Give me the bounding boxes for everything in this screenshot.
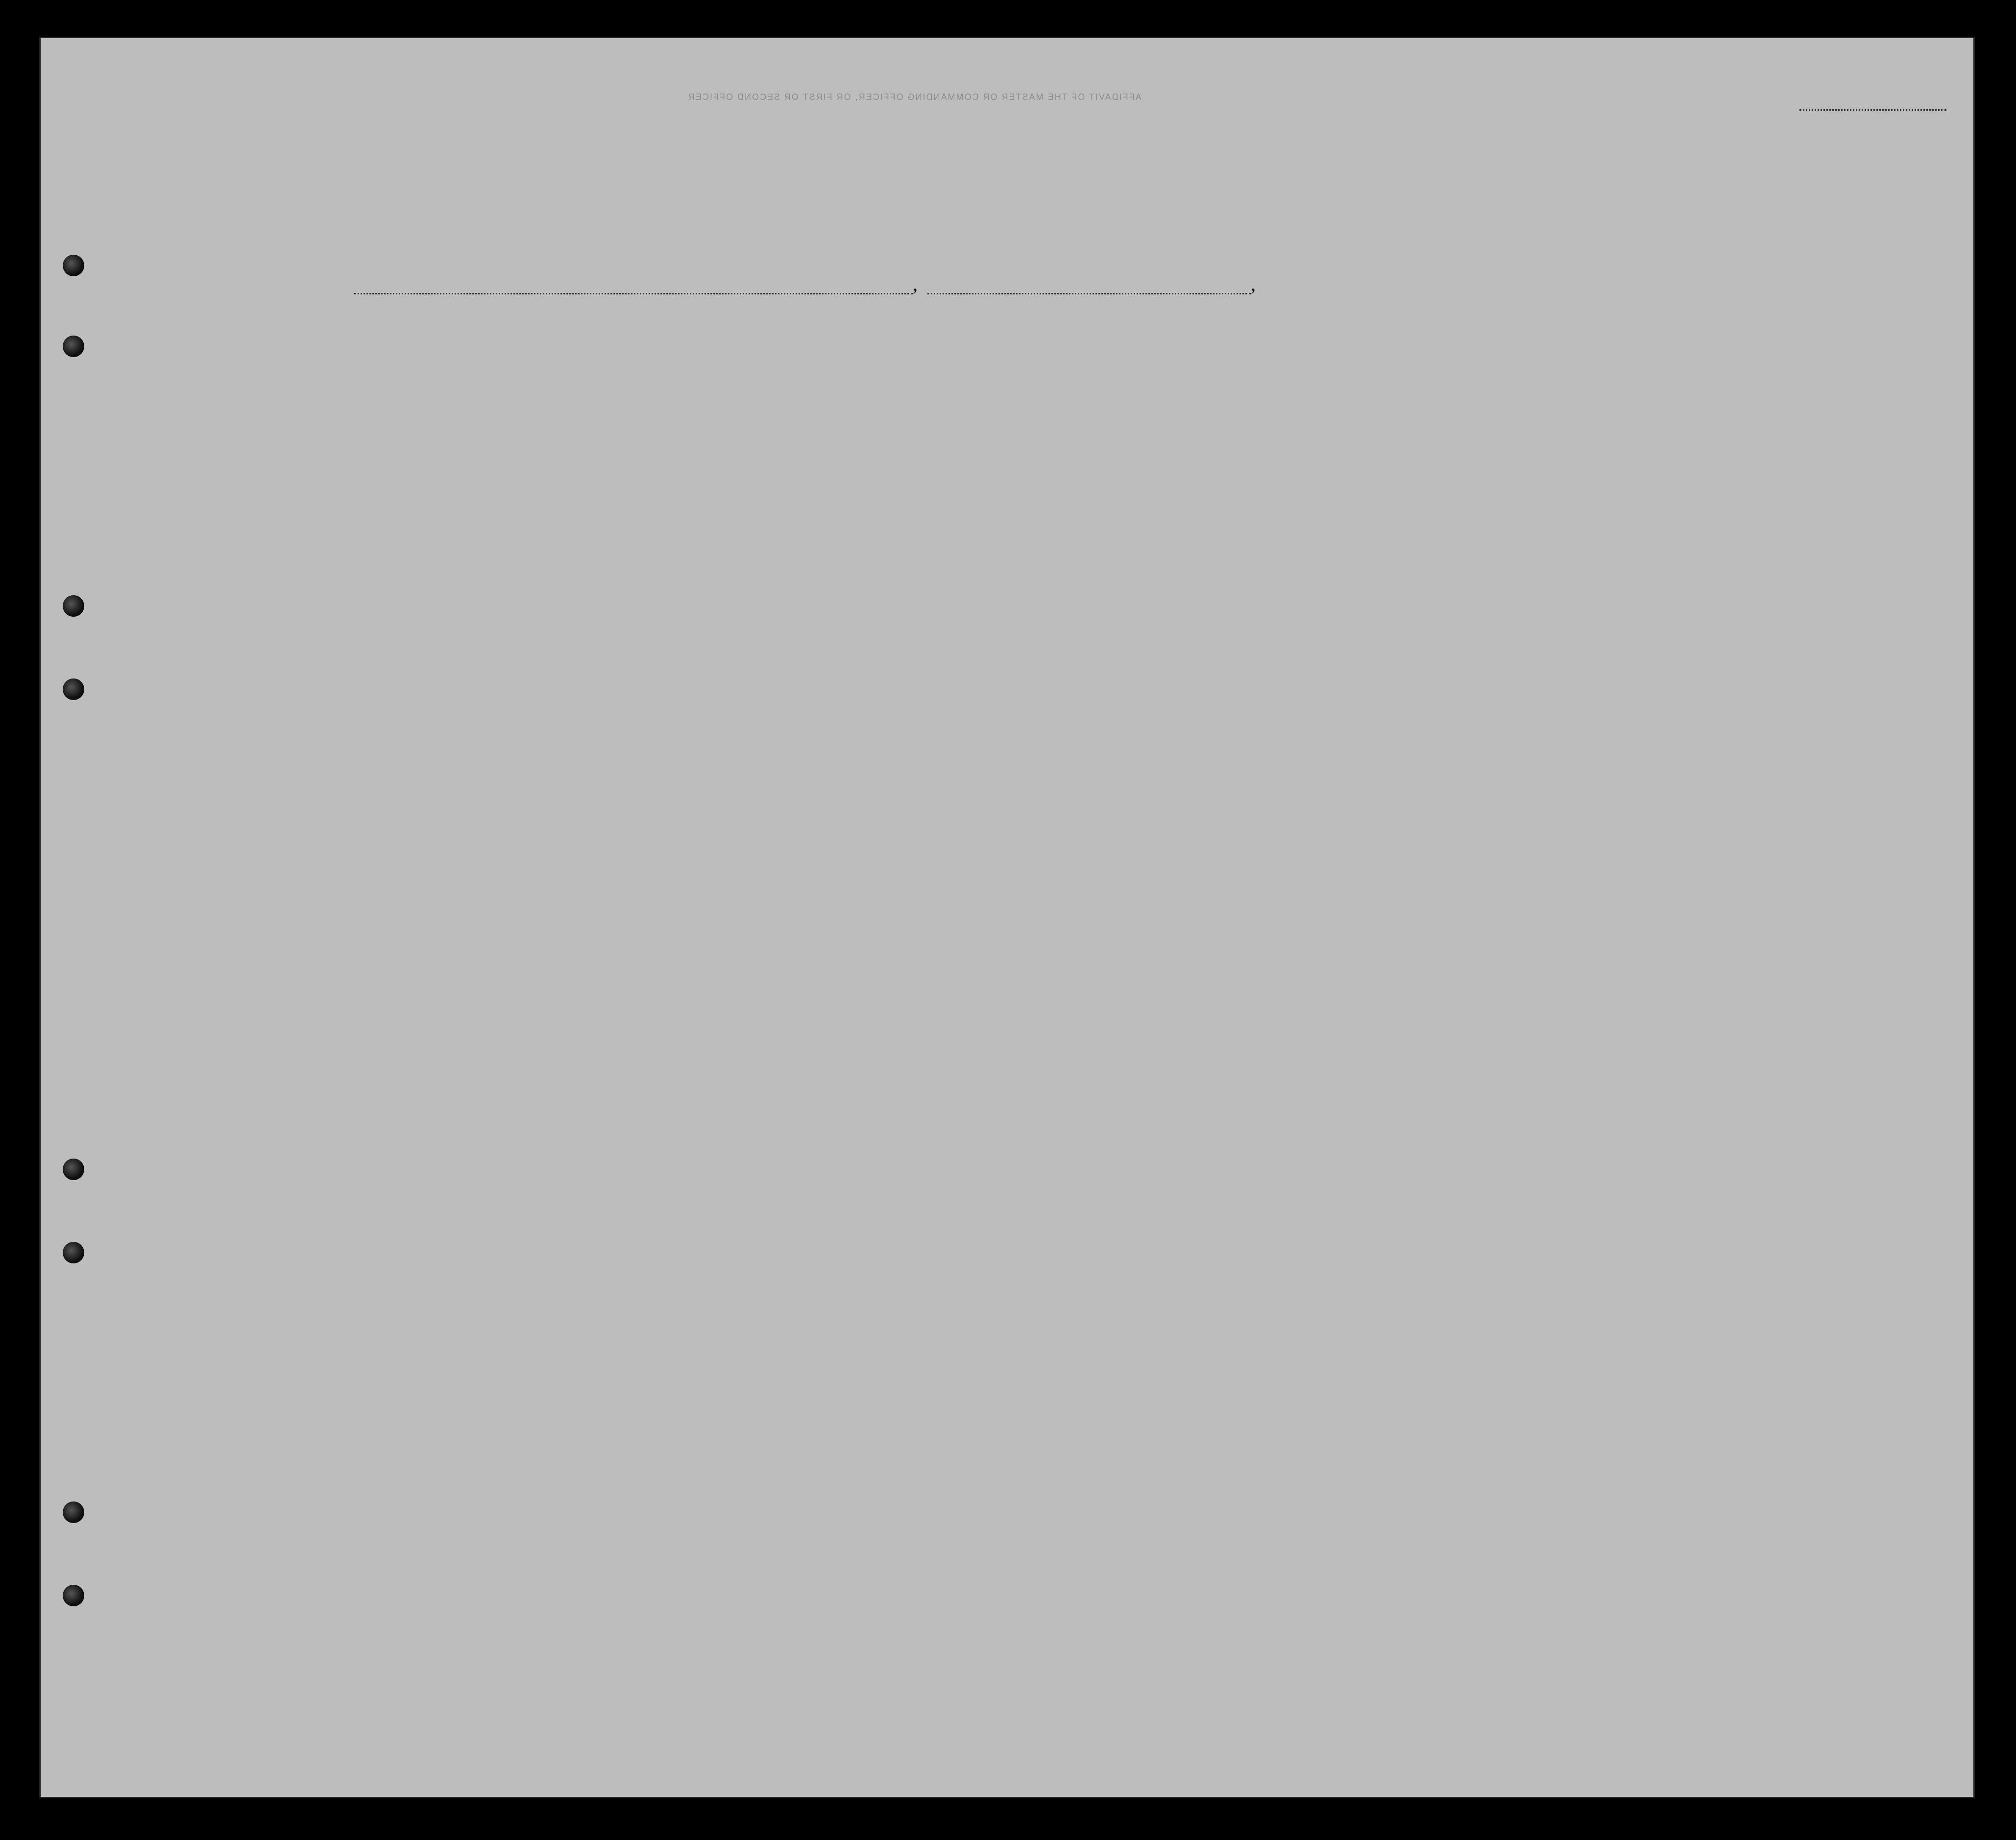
comma-1: , — [913, 273, 918, 295]
table-grid — [41, 38, 1973, 1797]
binder-hole — [63, 1159, 84, 1180]
binder-hole — [63, 595, 84, 617]
binder-hole — [63, 336, 84, 357]
binder-hole — [63, 255, 84, 276]
bleed-through-text: AFFIDAVIT OF THE MASTER OR COMMANDING OFFICER, OR FIRST OR SECOND OFFICER — [687, 92, 1142, 102]
binder-hole — [63, 1242, 84, 1263]
comma-2: , — [1251, 273, 1256, 295]
binder-hole — [63, 1501, 84, 1523]
manifest-sheet — [39, 37, 1975, 1798]
binder-hole — [63, 1585, 84, 1606]
binder-hole — [63, 678, 84, 700]
